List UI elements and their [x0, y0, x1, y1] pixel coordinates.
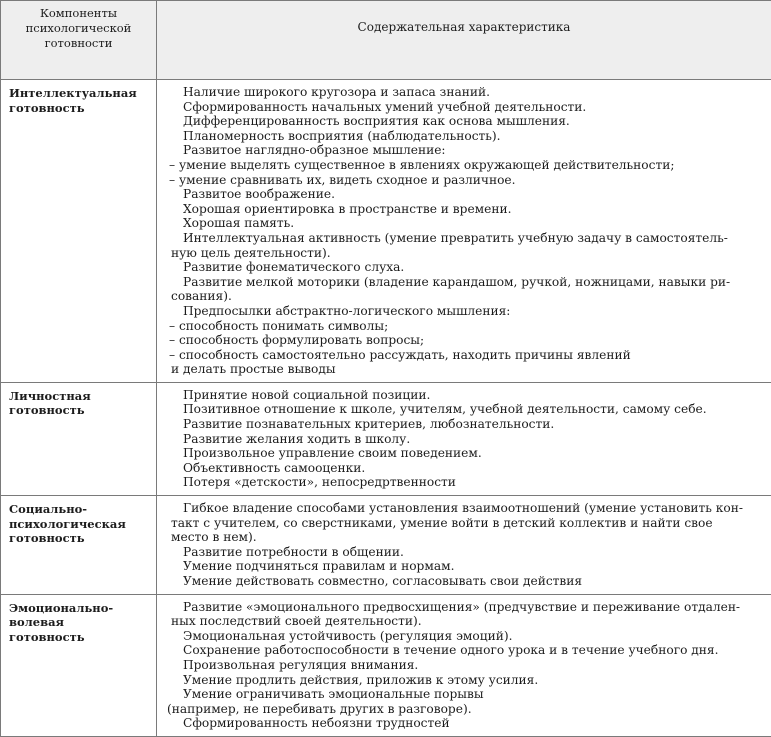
component-name — [1, 80, 157, 383]
header-components-line: Компоненты — [5, 6, 152, 21]
component-name-line: готовность — [9, 403, 152, 418]
description-line: – способность формулировать вопросы; — [169, 333, 767, 348]
description-line: Развитие познавательных критериев, любознательности. — [175, 417, 767, 432]
description-line: – способность самостоятельно рассуждать, находить причины явлений — [169, 348, 767, 363]
description-line: Потеря «детскости», непосредртвенности — [175, 475, 767, 490]
description-line: – умение сравнивать их, видеть сходное и различное. — [169, 173, 767, 188]
description-line: Сохранение работоспособности в течение одного урока и в течение учебного дня. — [175, 643, 767, 658]
description-line: Развитие потребности в общении. — [175, 545, 767, 560]
description-line: Принятие новой социальной позиции. — [175, 388, 767, 403]
description-line: Дифференцированность восприятия как основа мышления. — [175, 114, 767, 129]
description-line: ную цель деятельности). — [171, 246, 767, 261]
component-name — [1, 382, 157, 495]
description-line: Развитие желания ходить в школу. — [175, 432, 767, 447]
description-line: Развитие «эмоционального предвосхищения» (предчувствие и переживание отдален- — [175, 600, 767, 615]
component-name-line: волевая — [9, 615, 152, 630]
table-row — [1, 80, 771, 383]
component-description — [157, 80, 771, 383]
description-line: место в нем). — [171, 530, 767, 545]
description-line: такт с учителем, со сверстниками, умение войти в детский коллектив и найти свое — [171, 516, 767, 531]
component-name — [1, 496, 157, 595]
description-line: Развитое наглядно-образное мышление: — [175, 143, 767, 158]
header-components — [1, 1, 157, 80]
description-line: Хорошая ориентировка в пространстве и времени. — [175, 202, 767, 217]
description-line: Произвольное управление своим поведением. — [175, 446, 767, 461]
description-line: Развитие фонематического слуха. — [175, 260, 767, 275]
description-line: Объективность самооценки. — [175, 461, 767, 476]
component-name-line: Эмоционально- — [9, 601, 152, 616]
description-line: Предпосылки абстрактно-логического мышления: — [175, 304, 767, 319]
table-row — [1, 382, 771, 495]
description-line: Сформированность начальных умений учебной деятельности. — [175, 100, 767, 115]
description-line: Умение подчиняться правилам и нормам. — [175, 559, 767, 574]
component-name-line: готовность — [9, 101, 152, 116]
header-components-line: психологической — [5, 21, 152, 36]
description-line: Позитивное отношение к школе, учителям, учебной деятельности, самому себе. — [175, 402, 767, 417]
component-description — [157, 594, 771, 736]
description-line: Эмоциональная устойчивость (регуляция эмоций). — [175, 629, 767, 644]
component-name-line: Социально- — [9, 502, 152, 517]
table-header-row — [1, 1, 771, 80]
description-line: Сформированность небоязни трудностей — [175, 716, 767, 731]
description-line: (например, не перебивать других в разговоре). — [167, 702, 767, 717]
description-line: Умение продлить действия, приложив к этому усилия. — [175, 673, 767, 688]
description-line: Развитие мелкой моторики (владение карандашом, ручкой, ножницами, навыки ри- — [175, 275, 767, 290]
component-name-line: Личностная — [9, 389, 152, 404]
component-name-line: психологическая — [9, 517, 152, 532]
component-description — [157, 496, 771, 595]
description-line: – умение выделять существенное в явлениях окружающей действительности; — [169, 158, 767, 173]
component-name — [1, 594, 157, 736]
description-line: Хорошая память. — [175, 216, 767, 231]
description-line: Интеллектуальная активность (умение превратить учебную задачу в самостоятель- — [175, 231, 767, 246]
description-line: ных последствий своей деятельности). — [171, 614, 767, 629]
header-characteristic: Содержательная характеристика — [157, 1, 771, 80]
table-row — [1, 496, 771, 595]
description-line: Развитое воображение. — [175, 187, 767, 202]
component-name-line: Интеллектуальная — [9, 86, 152, 101]
description-line: Умение действовать совместно, согласовывать свои действия — [175, 574, 767, 589]
component-name-line: готовность — [9, 630, 152, 645]
description-line: Планомерность восприятия (наблюдательность). — [175, 129, 767, 144]
description-line: Умение ограничивать эмоциональные порывы — [175, 687, 767, 702]
component-name-line: готовность — [9, 531, 152, 546]
description-line: Гибкое владение способами установления взаимоотношений (умение установить кон- — [175, 501, 767, 516]
description-line: и делать простые выводы — [171, 362, 767, 377]
component-description — [157, 382, 771, 495]
description-line: Произвольная регуляция внимания. — [175, 658, 767, 673]
header-components-line: готовности — [5, 36, 152, 51]
description-line: Наличие широкого кругозора и запаса знаний. — [175, 85, 767, 100]
table-row — [1, 594, 771, 736]
description-line: – способность понимать символы; — [169, 319, 767, 334]
description-line: сования). — [171, 289, 767, 304]
